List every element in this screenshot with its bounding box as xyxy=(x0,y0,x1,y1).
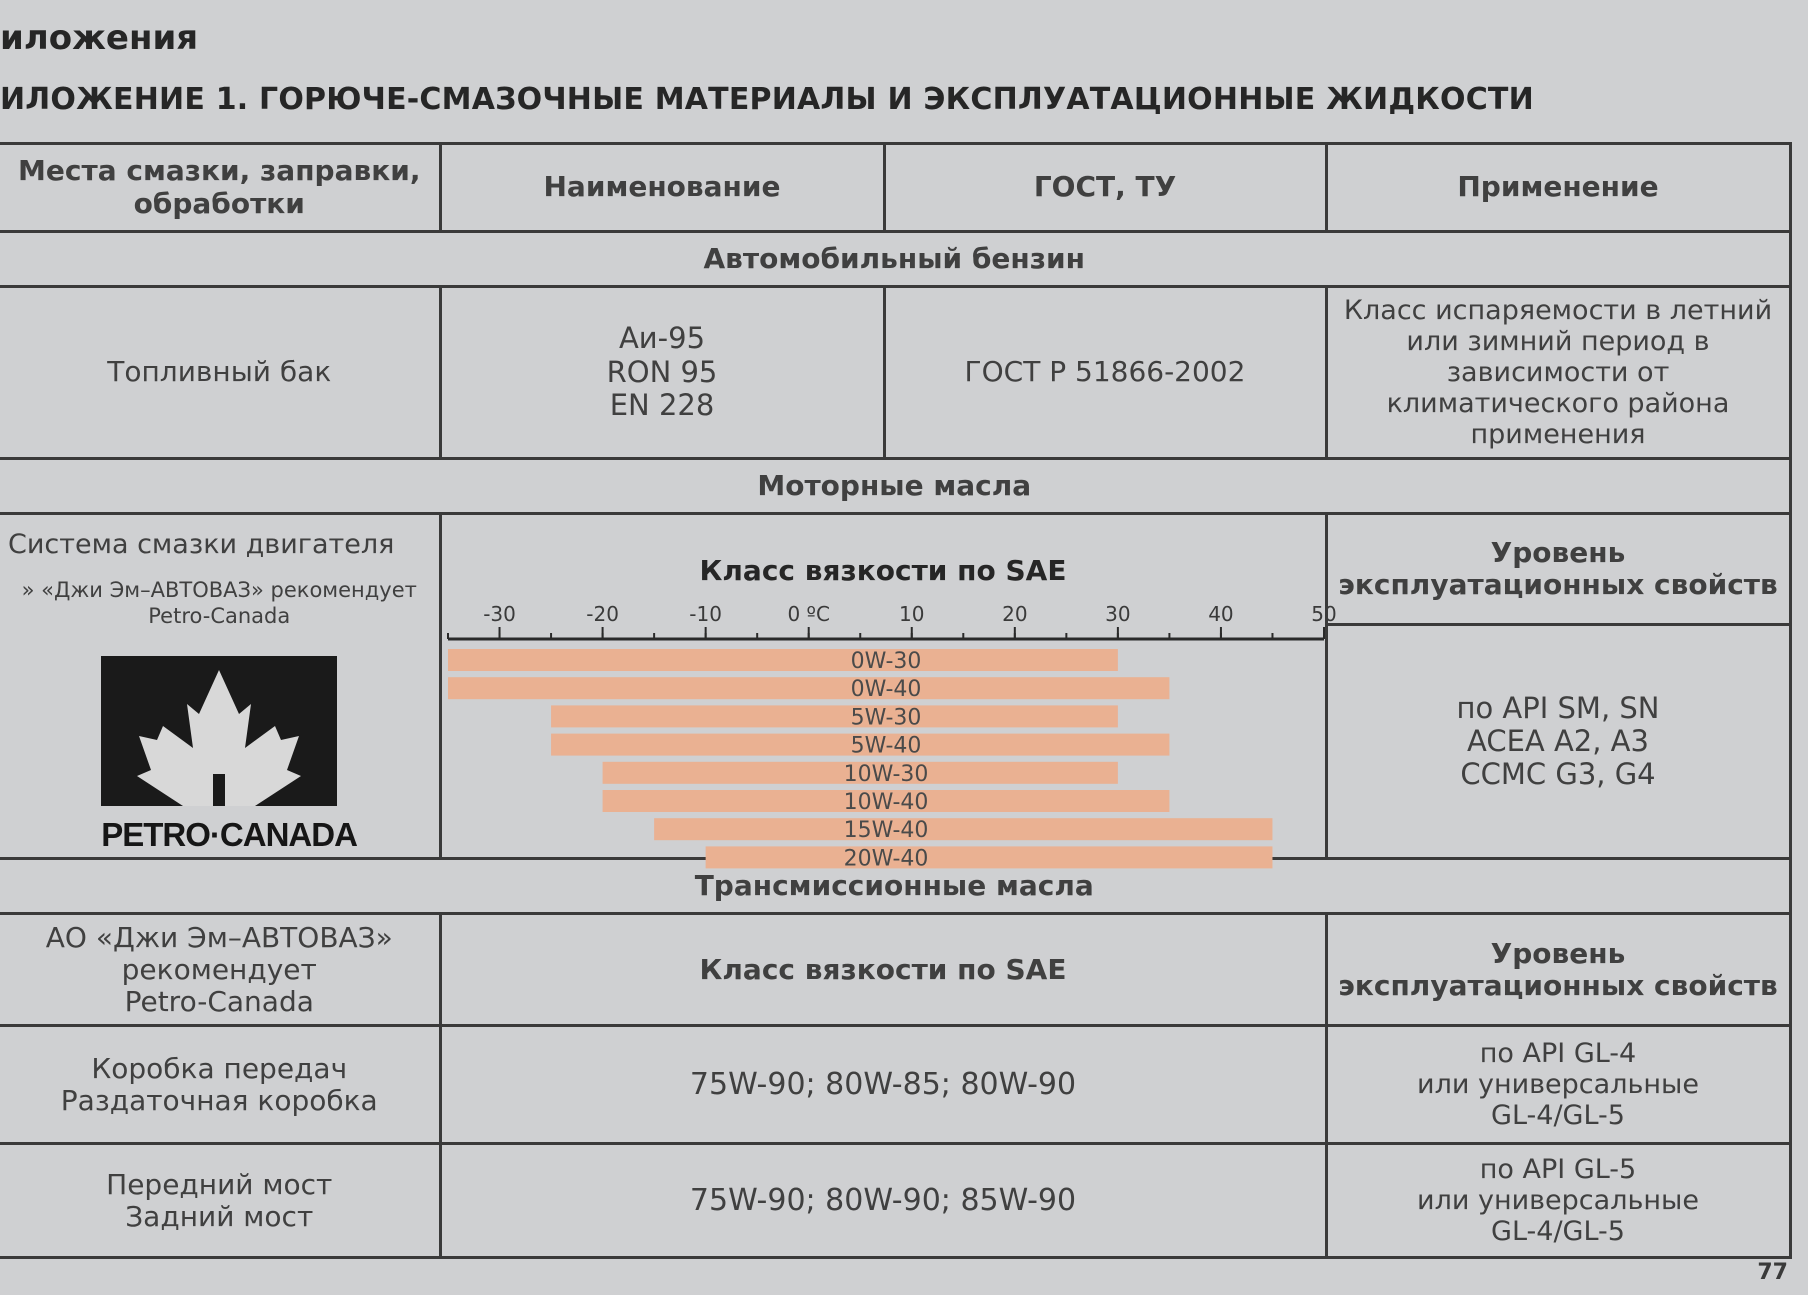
axle-perf-line: GL-4/GL-5 xyxy=(1491,1216,1625,1248)
transmission-perf-line: или универсальные xyxy=(1417,1069,1699,1101)
petro-canada-logo xyxy=(101,656,357,853)
engine-row-top xyxy=(0,514,1790,625)
fuel-row xyxy=(0,287,1790,459)
fuel-name-line: EN 228 xyxy=(609,388,715,423)
engine-system-label: Система смазки двигателя xyxy=(8,529,395,560)
engine-left-cell xyxy=(0,514,440,859)
chart-bar-label: 10W-40 xyxy=(843,790,928,816)
viscosity-chart-title: Класс вязкости по SAE xyxy=(699,554,1067,587)
chart-bar-label: 0W-30 xyxy=(850,649,921,675)
chart-bar xyxy=(705,847,1272,869)
engine-perf-line: CCMC G3, G4 xyxy=(1460,757,1656,792)
transmission-place-line: Коробка передач xyxy=(91,1051,348,1085)
engine-band-row xyxy=(0,459,1790,514)
logo-text: PETRO·CANADA xyxy=(101,815,357,853)
fuel-place: Топливный бак xyxy=(0,287,440,459)
column-header-places: Места смазки, заправки, обработки xyxy=(0,144,440,232)
transmission-perf-line: по API GL-4 xyxy=(1479,1038,1637,1070)
transmission-recommend-line: рекомендует xyxy=(121,952,317,986)
engine-perf-title: Уровень эксплуатационных свойств xyxy=(1326,514,1790,625)
chart-tick-label: 30 xyxy=(1104,602,1131,627)
fuel-usage: Класс испаряемости в летний или зимний период в зависимости от климатического района применения xyxy=(1326,287,1790,459)
fuel-name-line: RON 95 xyxy=(606,354,718,389)
transmission-perf-title: Уровень эксплуатационных свойств xyxy=(1326,914,1790,1026)
viscosity-chart-cell xyxy=(440,514,1337,872)
fuel-band-row xyxy=(0,232,1790,287)
axle-place xyxy=(0,1144,440,1258)
appendix-title: ИЛОЖЕНИЕ 1. ГОРЮЧЕ-СМАЗОЧНЫЕ МАТЕРИАЛЫ И ЭКСПЛУАТАЦИОННЫЕ ЖИДКОСТИ xyxy=(0,82,1534,117)
chart-bar xyxy=(448,649,1118,671)
fuel-gost: ГОСТ Р 51866-2002 xyxy=(884,287,1326,459)
transmission-recommend xyxy=(0,914,440,1026)
lubricants-table xyxy=(0,142,1792,1259)
axle-perf-line: по API GL-5 xyxy=(1479,1154,1637,1186)
chart-tick-label: 20 xyxy=(1001,602,1028,627)
fuel-band-title: Автомобильный бензин xyxy=(0,232,1790,287)
engine-perf-line: по API SM, SN xyxy=(1456,690,1660,725)
transmission-recommend-line: АО «Джи Эм–АВТОВАЗ» xyxy=(45,920,393,954)
transmission-place-line: Раздаточная коробка xyxy=(60,1083,378,1117)
transmission-row xyxy=(0,1026,1790,1144)
chart-tick-label: 10 xyxy=(898,602,924,627)
transmission-place xyxy=(0,1026,440,1144)
engine-recommend-label: » «Джи Эм–АВТОВАЗ» рекомендует xyxy=(21,578,417,603)
axle-row xyxy=(0,1144,1790,1258)
chart-tick-label: 0 ºC xyxy=(786,602,830,627)
chart-tick-label: 50 xyxy=(1310,602,1337,627)
engine-band-title: Моторные масла xyxy=(0,459,1790,514)
chart-bar-label: 0W-40 xyxy=(850,677,921,703)
chart-bar-label: 20W-40 xyxy=(843,846,928,872)
viscosity-chart xyxy=(442,587,1337,872)
chart-tick-label: -30 xyxy=(482,602,516,627)
table-header-row xyxy=(0,144,1790,232)
column-header-gost: ГОСТ, ТУ xyxy=(884,144,1326,232)
axle-place-line: Задний мост xyxy=(125,1199,314,1233)
transmission-recommend-line: Petro-Canada xyxy=(124,985,314,1019)
axle-perf-line: или универсальные xyxy=(1417,1185,1699,1217)
fuel-names xyxy=(440,287,884,459)
page-number: 77 xyxy=(1757,1260,1788,1285)
transmission-perf xyxy=(1326,1026,1790,1144)
transmission-perf-line: GL-4/GL-5 xyxy=(1491,1100,1625,1132)
transmission-viscosity: 75W-90; 80W-85; 80W-90 xyxy=(440,1026,1326,1144)
column-header-usage: Применение xyxy=(1326,144,1790,232)
chart-bar-label: 5W-30 xyxy=(850,705,921,731)
chart-bar-label: 15W-40 xyxy=(843,818,928,844)
chart-tick-label: 40 xyxy=(1207,602,1234,627)
engine-perf-line: ACEA A2, A3 xyxy=(1467,724,1649,759)
chart-bar-label: 10W-30 xyxy=(843,761,928,787)
section-title: иложения xyxy=(0,18,199,58)
column-header-name: Наименование xyxy=(440,144,884,232)
axle-place-line: Передний мост xyxy=(106,1167,333,1201)
chart-bar xyxy=(551,706,1118,728)
axle-viscosity: 75W-90; 80W-90; 85W-90 xyxy=(440,1144,1326,1258)
engine-brand-label: Petro-Canada xyxy=(148,604,291,629)
axle-perf xyxy=(1326,1144,1790,1258)
maple-leaf-icon xyxy=(101,656,337,806)
engine-perf-values xyxy=(1326,625,1790,859)
transmission-band-title: Трансмиссионные масла xyxy=(0,859,1790,914)
chart-bar-label: 5W-40 xyxy=(850,733,921,759)
chart-tick-label: -10 xyxy=(688,602,722,627)
chart-bar xyxy=(654,818,1272,840)
fuel-name-line: Аи-95 xyxy=(618,321,706,356)
chart-bar xyxy=(448,677,1169,699)
chart-tick-label: -20 xyxy=(585,602,619,627)
transmission-header-row xyxy=(0,914,1790,1026)
transmission-class-title: Класс вязкости по SAE xyxy=(440,914,1326,1026)
